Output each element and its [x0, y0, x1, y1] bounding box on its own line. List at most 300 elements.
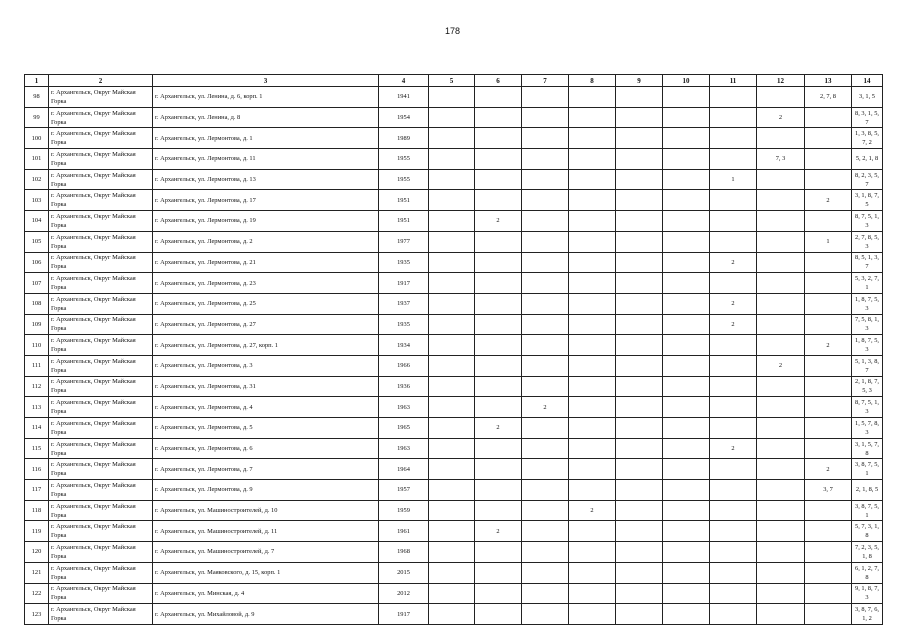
col10-cell	[663, 542, 710, 563]
year-cell: 1968	[379, 542, 429, 563]
year-cell: 1917	[379, 273, 429, 294]
col11-cell	[710, 500, 757, 521]
col5-cell	[429, 335, 475, 356]
year-cell: 1954	[379, 107, 429, 128]
col6-cell	[475, 293, 522, 314]
year-cell: 1964	[379, 459, 429, 480]
district-cell: г. Архангельск, Округ Майская Горка	[49, 438, 153, 459]
col6-cell	[475, 480, 522, 501]
col9-cell	[616, 562, 663, 583]
col7-cell: 2	[522, 397, 569, 418]
col9-cell	[616, 521, 663, 542]
col13-cell	[805, 500, 852, 521]
col9-cell	[616, 376, 663, 397]
col10-cell	[663, 459, 710, 480]
col8-cell	[569, 583, 616, 604]
table-row	[25, 211, 883, 232]
col9-cell	[616, 87, 663, 108]
address-cell: г. Архангельск, ул. Лермонтова, д. 2	[153, 231, 379, 252]
col8-cell	[569, 355, 616, 376]
col6-cell	[475, 438, 522, 459]
col5-cell	[429, 418, 475, 439]
district-cell: г. Архангельск, Округ Майская Горка	[49, 231, 153, 252]
col13-cell	[805, 211, 852, 232]
row-number-cell: 120	[25, 542, 49, 563]
column-header: 1	[25, 75, 49, 87]
col14-cell: 3, 1, 5	[852, 87, 883, 108]
col8-cell	[569, 293, 616, 314]
row-number-cell: 118	[25, 500, 49, 521]
col14-cell: 3, 8, 7, 5, 1	[852, 500, 883, 521]
col6-cell	[475, 314, 522, 335]
column-header: 11	[710, 75, 757, 87]
district-cell: г. Архангельск, Округ Майская Горка	[49, 604, 153, 625]
col13-cell	[805, 252, 852, 273]
col6-cell	[475, 273, 522, 294]
col13-cell	[805, 376, 852, 397]
col6-cell	[475, 355, 522, 376]
col14-cell: 8, 7, 5, 1, 3	[852, 211, 883, 232]
col8-cell	[569, 376, 616, 397]
col10-cell	[663, 562, 710, 583]
col5-cell	[429, 169, 475, 190]
table-row	[25, 252, 883, 273]
col11-cell	[710, 190, 757, 211]
col14-cell: 2, 1, 8, 5	[852, 480, 883, 501]
year-cell: 1934	[379, 335, 429, 356]
col12-cell	[757, 273, 805, 294]
address-cell: г. Архангельск, ул. Лермонтова, д. 21	[153, 252, 379, 273]
col12-cell	[757, 480, 805, 501]
year-cell: 2012	[379, 583, 429, 604]
col11-cell: 2	[710, 293, 757, 314]
col6-cell	[475, 562, 522, 583]
col12-cell	[757, 459, 805, 480]
col5-cell	[429, 128, 475, 149]
table-row	[25, 418, 883, 439]
col10-cell	[663, 107, 710, 128]
col6-cell	[475, 397, 522, 418]
col11-cell: 2	[710, 314, 757, 335]
table-row	[25, 604, 883, 625]
col12-cell	[757, 231, 805, 252]
address-cell: г. Архангельск, ул. Машиностроителей, д. 10	[153, 500, 379, 521]
col13-cell	[805, 128, 852, 149]
district-cell: г. Архангельск, Округ Майская Горка	[49, 314, 153, 335]
year-cell: 1935	[379, 252, 429, 273]
district-cell: г. Архангельск, Округ Майская Горка	[49, 190, 153, 211]
col11-cell	[710, 231, 757, 252]
col6-cell: 2	[475, 418, 522, 439]
col11-cell	[710, 397, 757, 418]
district-cell: г. Архангельск, Округ Майская Горка	[49, 87, 153, 108]
col10-cell	[663, 293, 710, 314]
row-number-cell: 113	[25, 397, 49, 418]
address-cell: г. Архангельск, ул. Лермонтова, д. 19	[153, 211, 379, 232]
col13-cell: 2	[805, 459, 852, 480]
col9-cell	[616, 604, 663, 625]
col8-cell	[569, 459, 616, 480]
col8-cell: 2	[569, 500, 616, 521]
col12-cell	[757, 169, 805, 190]
table-row	[25, 273, 883, 294]
col8-cell	[569, 273, 616, 294]
col8-cell	[569, 314, 616, 335]
col6-cell	[475, 542, 522, 563]
table-body	[25, 87, 883, 625]
table-row	[25, 190, 883, 211]
col7-cell	[522, 169, 569, 190]
table-row	[25, 128, 883, 149]
col7-cell	[522, 438, 569, 459]
col9-cell	[616, 231, 663, 252]
district-cell: г. Архангельск, Округ Майская Горка	[49, 355, 153, 376]
col14-cell: 8, 7, 5, 1, 3	[852, 397, 883, 418]
column-header: 9	[616, 75, 663, 87]
col5-cell	[429, 604, 475, 625]
row-number-cell: 103	[25, 190, 49, 211]
district-cell: г. Архангельск, Округ Майская Горка	[49, 542, 153, 563]
col14-cell: 8, 3, 1, 5, 7	[852, 107, 883, 128]
col9-cell	[616, 480, 663, 501]
col12-cell	[757, 418, 805, 439]
col5-cell	[429, 87, 475, 108]
col11-cell	[710, 583, 757, 604]
col5-cell	[429, 231, 475, 252]
col10-cell	[663, 314, 710, 335]
col5-cell	[429, 500, 475, 521]
col6-cell	[475, 190, 522, 211]
district-cell: г. Архангельск, Округ Майская Горка	[49, 128, 153, 149]
col5-cell	[429, 438, 475, 459]
col7-cell	[522, 500, 569, 521]
col7-cell	[522, 128, 569, 149]
col9-cell	[616, 542, 663, 563]
col10-cell	[663, 87, 710, 108]
year-cell: 1951	[379, 211, 429, 232]
col9-cell	[616, 355, 663, 376]
col11-cell	[710, 128, 757, 149]
col6-cell	[475, 604, 522, 625]
col10-cell	[663, 335, 710, 356]
col8-cell	[569, 252, 616, 273]
col12-cell	[757, 128, 805, 149]
column-header: 7	[522, 75, 569, 87]
col9-cell	[616, 128, 663, 149]
table-row	[25, 459, 883, 480]
col10-cell	[663, 211, 710, 232]
col10-cell	[663, 231, 710, 252]
row-number-cell: 101	[25, 149, 49, 170]
table-row	[25, 562, 883, 583]
col6-cell: 2	[475, 521, 522, 542]
district-cell: г. Архангельск, Округ Майская Горка	[49, 521, 153, 542]
col9-cell	[616, 211, 663, 232]
col11-cell	[710, 107, 757, 128]
col14-cell: 8, 5, 1, 3, 7	[852, 252, 883, 273]
col11-cell: 2	[710, 438, 757, 459]
district-cell: г. Архангельск, Округ Майская Горка	[49, 169, 153, 190]
year-cell: 1966	[379, 355, 429, 376]
column-header: 8	[569, 75, 616, 87]
col7-cell	[522, 418, 569, 439]
address-cell: г. Архангельск, ул. Лермонтова, д. 5	[153, 418, 379, 439]
col11-cell	[710, 562, 757, 583]
col14-cell: 1, 8, 7, 5, 3	[852, 293, 883, 314]
col9-cell	[616, 273, 663, 294]
district-cell: г. Архангельск, Округ Майская Горка	[49, 376, 153, 397]
row-number-cell: 107	[25, 273, 49, 294]
col5-cell	[429, 314, 475, 335]
table-row	[25, 583, 883, 604]
col6-cell	[475, 128, 522, 149]
col12-cell: 2	[757, 107, 805, 128]
column-header: 3	[153, 75, 379, 87]
col9-cell	[616, 169, 663, 190]
col12-cell	[757, 521, 805, 542]
col8-cell	[569, 231, 616, 252]
col7-cell	[522, 335, 569, 356]
col10-cell	[663, 418, 710, 439]
col10-cell	[663, 583, 710, 604]
row-number-cell: 104	[25, 211, 49, 232]
col8-cell	[569, 438, 616, 459]
address-cell: г. Архангельск, ул. Михайловой, д. 9	[153, 604, 379, 625]
col8-cell	[569, 128, 616, 149]
col8-cell	[569, 107, 616, 128]
col13-cell	[805, 355, 852, 376]
col6-cell	[475, 500, 522, 521]
district-cell: г. Архангельск, Округ Майская Горка	[49, 107, 153, 128]
column-header: 12	[757, 75, 805, 87]
col11-cell	[710, 459, 757, 480]
col5-cell	[429, 190, 475, 211]
col13-cell	[805, 521, 852, 542]
col7-cell	[522, 231, 569, 252]
table-row	[25, 107, 883, 128]
row-number-cell: 123	[25, 604, 49, 625]
address-cell: г. Архангельск, ул. Машиностроителей, д. 11	[153, 521, 379, 542]
col13-cell	[805, 273, 852, 294]
column-header: 14	[852, 75, 883, 87]
col13-cell	[805, 542, 852, 563]
col9-cell	[616, 190, 663, 211]
row-number-cell: 102	[25, 169, 49, 190]
district-cell: г. Архангельск, Округ Майская Горка	[49, 149, 153, 170]
col6-cell	[475, 376, 522, 397]
col10-cell	[663, 190, 710, 211]
address-cell: г. Архангельск, ул. Лермонтова, д. 17	[153, 190, 379, 211]
col8-cell	[569, 87, 616, 108]
col9-cell	[616, 500, 663, 521]
col12-cell	[757, 562, 805, 583]
col5-cell	[429, 583, 475, 604]
col14-cell: 3, 8, 7, 5, 1	[852, 459, 883, 480]
col7-cell	[522, 604, 569, 625]
address-cell: г. Архангельск, ул. Маяковского, д. 15, корп. 1	[153, 562, 379, 583]
district-cell: г. Архангельск, Округ Майская Горка	[49, 480, 153, 501]
col12-cell	[757, 293, 805, 314]
col6-cell	[475, 169, 522, 190]
col7-cell	[522, 480, 569, 501]
page-number: 178	[444, 26, 461, 36]
col9-cell	[616, 397, 663, 418]
col7-cell	[522, 190, 569, 211]
col7-cell	[522, 211, 569, 232]
col13-cell: 1	[805, 231, 852, 252]
year-cell: 1935	[379, 314, 429, 335]
col14-cell: 1, 8, 7, 5, 3	[852, 335, 883, 356]
col8-cell	[569, 521, 616, 542]
table-row	[25, 480, 883, 501]
col8-cell	[569, 604, 616, 625]
col13-cell	[805, 314, 852, 335]
col10-cell	[663, 480, 710, 501]
col12-cell	[757, 376, 805, 397]
col6-cell	[475, 583, 522, 604]
year-cell: 1961	[379, 521, 429, 542]
col12-cell	[757, 335, 805, 356]
year-cell: 1955	[379, 149, 429, 170]
col11-cell	[710, 604, 757, 625]
col7-cell	[522, 521, 569, 542]
table-row	[25, 314, 883, 335]
col9-cell	[616, 293, 663, 314]
col7-cell	[522, 252, 569, 273]
header-row	[25, 75, 883, 87]
row-number-cell: 121	[25, 562, 49, 583]
col12-cell	[757, 211, 805, 232]
col9-cell	[616, 314, 663, 335]
district-cell: г. Архангельск, Округ Майская Горка	[49, 335, 153, 356]
col10-cell	[663, 376, 710, 397]
col11-cell	[710, 521, 757, 542]
col13-cell	[805, 438, 852, 459]
col5-cell	[429, 480, 475, 501]
col11-cell	[710, 376, 757, 397]
col10-cell	[663, 500, 710, 521]
col8-cell	[569, 480, 616, 501]
col14-cell: 5, 3, 2, 7, 1	[852, 273, 883, 294]
row-number-cell: 109	[25, 314, 49, 335]
col13-cell	[805, 149, 852, 170]
address-cell: г. Архангельск, ул. Лермонтова, д. 13	[153, 169, 379, 190]
district-cell: г. Архангельск, Округ Майская Горка	[49, 293, 153, 314]
col11-cell	[710, 335, 757, 356]
table-row	[25, 335, 883, 356]
col7-cell	[522, 562, 569, 583]
col6-cell	[475, 87, 522, 108]
col12-cell	[757, 252, 805, 273]
col5-cell	[429, 562, 475, 583]
col8-cell	[569, 418, 616, 439]
year-cell: 2015	[379, 562, 429, 583]
district-cell: г. Архангельск, Округ Майская Горка	[49, 397, 153, 418]
col10-cell	[663, 438, 710, 459]
row-number-cell: 106	[25, 252, 49, 273]
table-row	[25, 542, 883, 563]
row-number-cell: 111	[25, 355, 49, 376]
column-header: 10	[663, 75, 710, 87]
col5-cell	[429, 149, 475, 170]
col11-cell	[710, 418, 757, 439]
col5-cell	[429, 355, 475, 376]
col10-cell	[663, 149, 710, 170]
col5-cell	[429, 273, 475, 294]
col14-cell: 7, 5, 8, 1, 3	[852, 314, 883, 335]
col5-cell	[429, 459, 475, 480]
row-number-cell: 100	[25, 128, 49, 149]
year-cell: 1917	[379, 604, 429, 625]
col11-cell	[710, 273, 757, 294]
district-cell: г. Архангельск, Округ Майская Горка	[49, 459, 153, 480]
row-number-cell: 116	[25, 459, 49, 480]
col14-cell: 3, 8, 7, 6, 1, 2	[852, 604, 883, 625]
col11-cell	[710, 87, 757, 108]
col5-cell	[429, 252, 475, 273]
col12-cell: 7, 3	[757, 149, 805, 170]
district-cell: г. Архангельск, Округ Майская Горка	[49, 273, 153, 294]
col5-cell	[429, 211, 475, 232]
col8-cell	[569, 542, 616, 563]
address-cell: г. Архангельск, ул. Лермонтова, д. 27	[153, 314, 379, 335]
col7-cell	[522, 87, 569, 108]
address-cell: г. Архангельск, ул. Машиностроителей, д. 7	[153, 542, 379, 563]
table-row	[25, 87, 883, 108]
col10-cell	[663, 128, 710, 149]
table-row	[25, 376, 883, 397]
col11-cell: 1	[710, 169, 757, 190]
col12-cell	[757, 397, 805, 418]
col8-cell	[569, 149, 616, 170]
district-cell: г. Архангельск, Округ Майская Горка	[49, 418, 153, 439]
col10-cell	[663, 604, 710, 625]
district-cell: г. Архангельск, Округ Майская Горка	[49, 252, 153, 273]
col9-cell	[616, 335, 663, 356]
col13-cell	[805, 169, 852, 190]
col13-cell: 2	[805, 190, 852, 211]
col13-cell: 2, 7, 8	[805, 87, 852, 108]
col9-cell	[616, 438, 663, 459]
table-row	[25, 500, 883, 521]
table-row	[25, 521, 883, 542]
col12-cell	[757, 542, 805, 563]
address-cell: г. Архангельск, ул. Лермонтова, д. 7	[153, 459, 379, 480]
col6-cell	[475, 231, 522, 252]
col13-cell	[805, 293, 852, 314]
year-cell: 1955	[379, 169, 429, 190]
col14-cell: 5, 2, 1, 8	[852, 149, 883, 170]
address-cell: г. Архангельск, ул. Минская, д. 4	[153, 583, 379, 604]
col14-cell: 8, 2, 3, 5, 7	[852, 169, 883, 190]
year-cell: 1957	[379, 480, 429, 501]
col5-cell	[429, 542, 475, 563]
col6-cell	[475, 459, 522, 480]
col12-cell	[757, 583, 805, 604]
col7-cell	[522, 459, 569, 480]
col12-cell	[757, 438, 805, 459]
year-cell: 1977	[379, 231, 429, 252]
table-row	[25, 355, 883, 376]
col6-cell	[475, 107, 522, 128]
year-cell: 1963	[379, 397, 429, 418]
year-cell: 1989	[379, 128, 429, 149]
table-row	[25, 397, 883, 418]
col14-cell: 6, 1, 2, 7, 8	[852, 562, 883, 583]
year-cell: 1963	[379, 438, 429, 459]
col12-cell	[757, 190, 805, 211]
col13-cell: 3, 7	[805, 480, 852, 501]
